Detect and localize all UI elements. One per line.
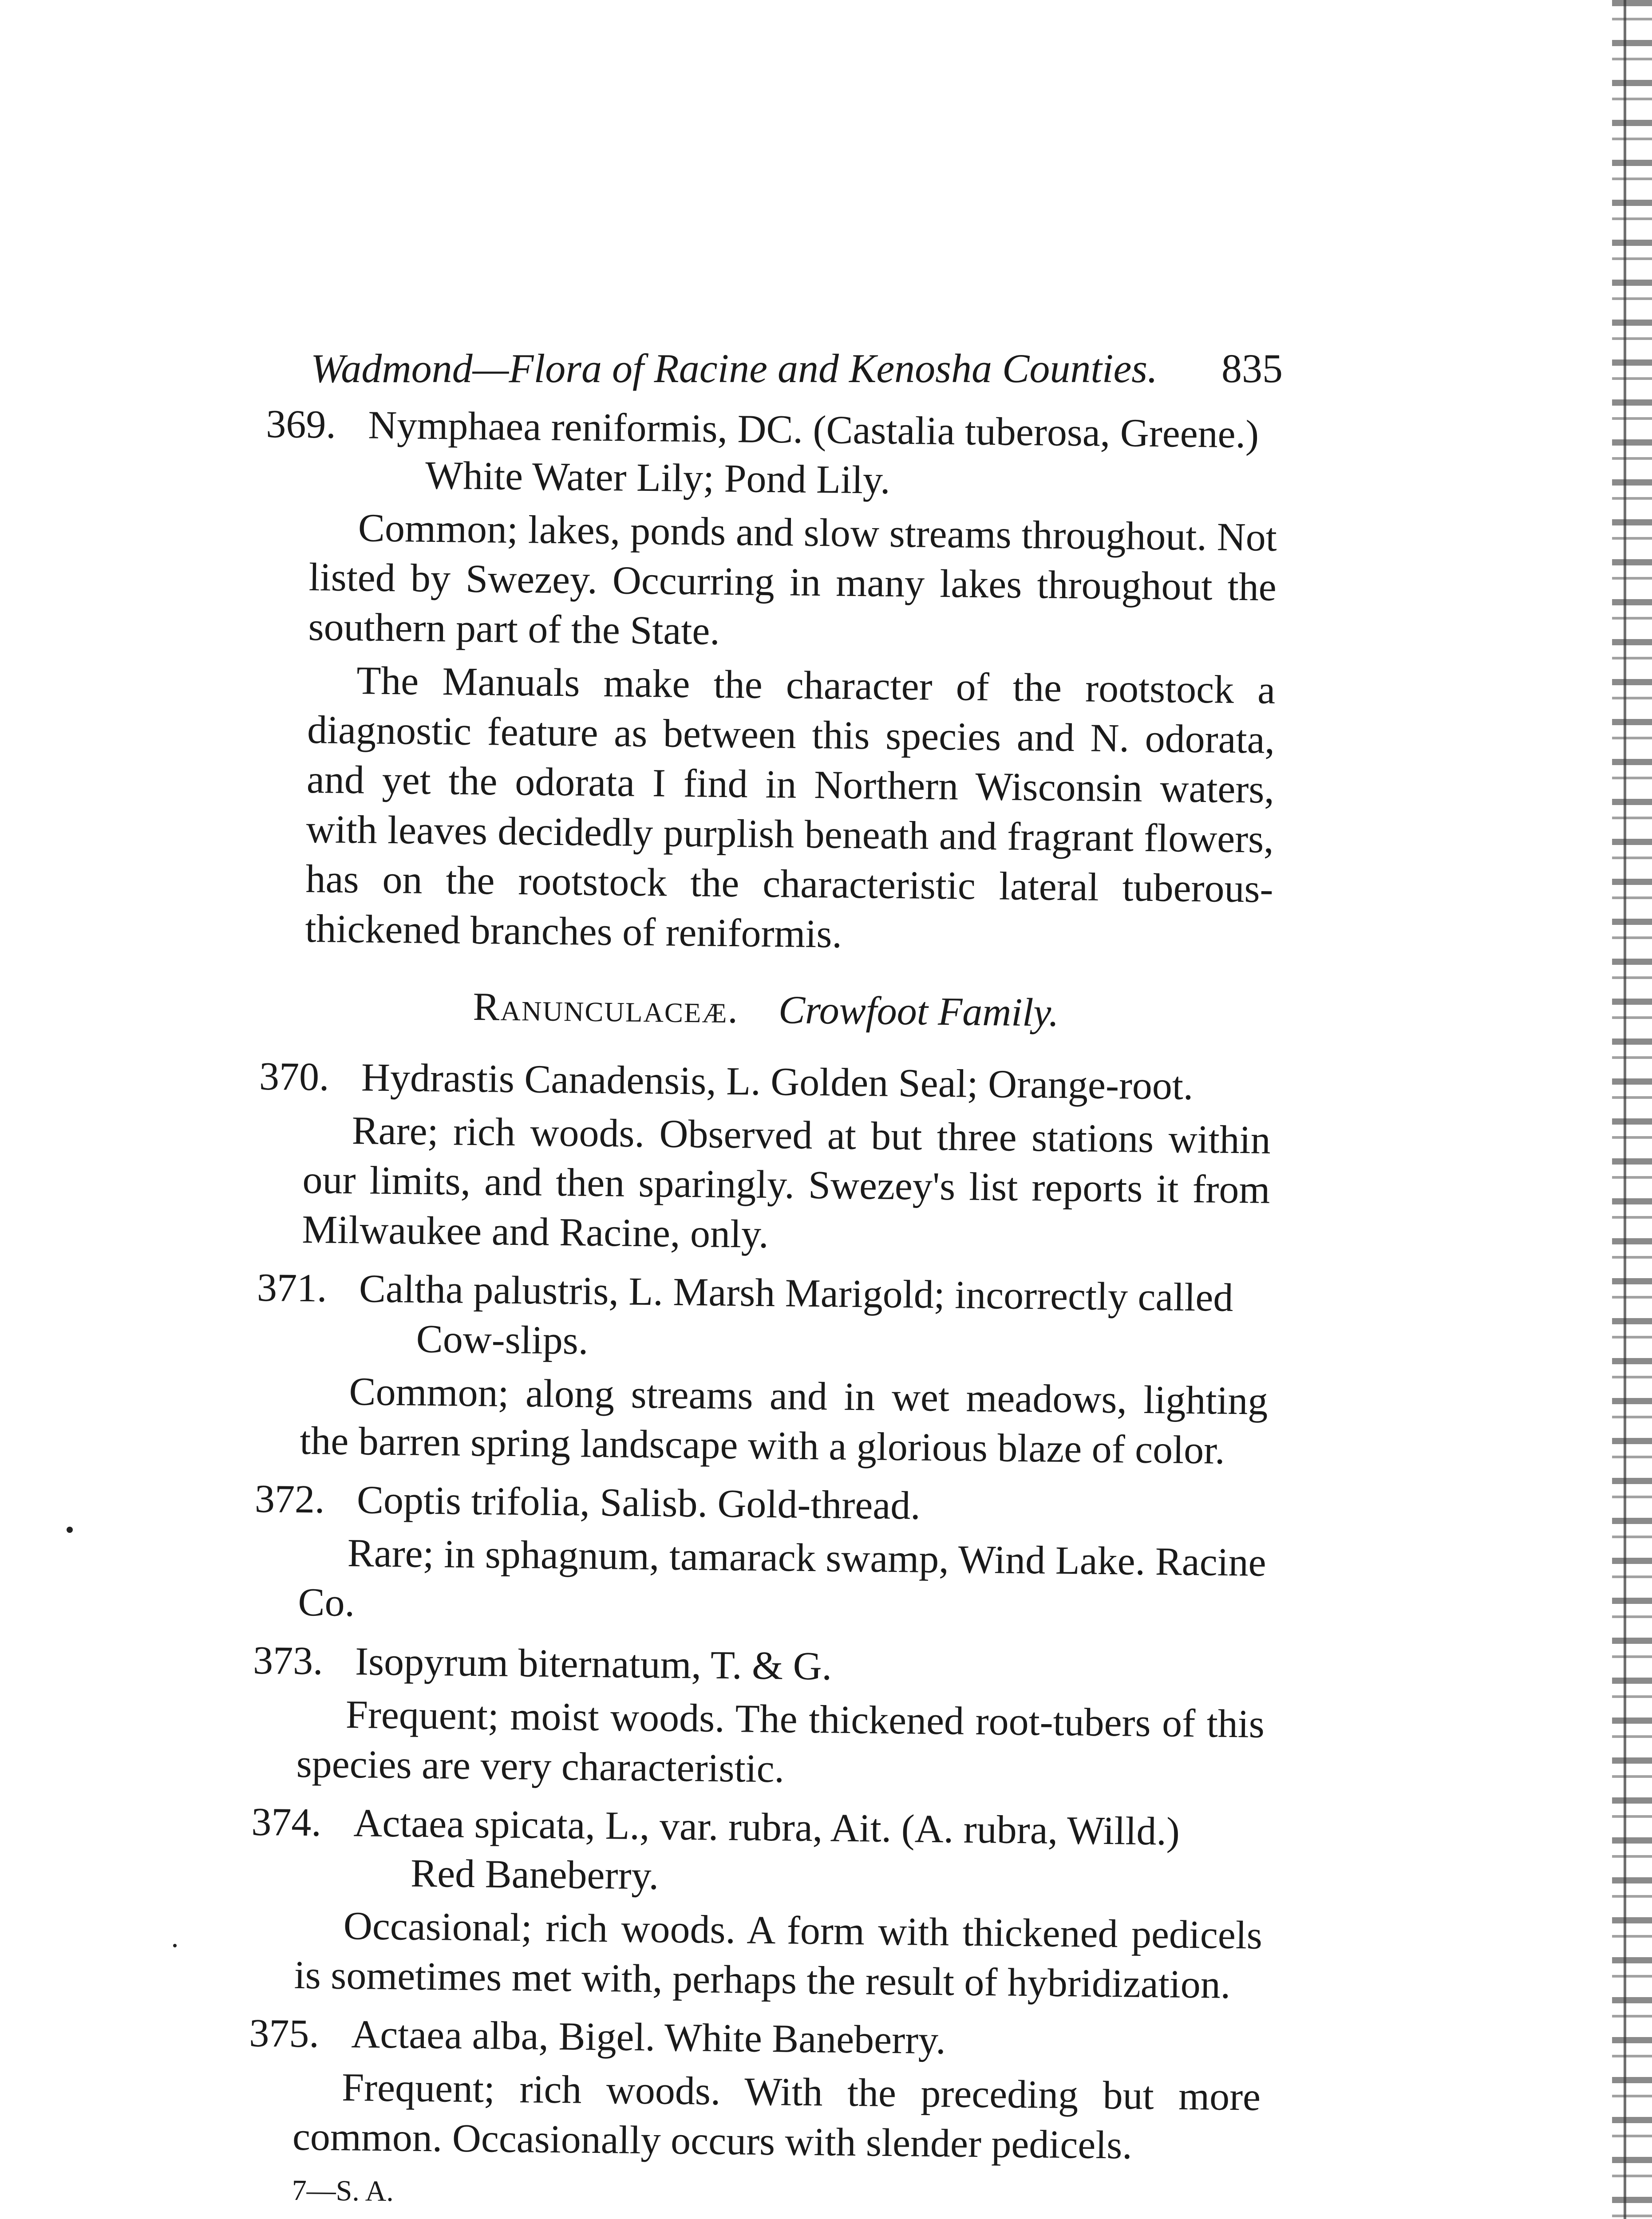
species-entry-374 bbox=[249, 1797, 1264, 2010]
entry-note: Frequent; moist woods. The thickened root-tubers of this species are very characteristic. bbox=[296, 1693, 1265, 1791]
common-name: Red Baneberry. bbox=[410, 1851, 659, 1898]
scan-speck bbox=[67, 1527, 73, 1533]
signature-mark: 7—S. A. bbox=[292, 2174, 394, 2208]
species-entry-370 bbox=[257, 1052, 1272, 1265]
entry-note: Rare; rich woods. Observed at but three stations within our limits, and then sparingly. Swezey's list reports it from Milwaukee and Racine, only. bbox=[301, 1109, 1271, 1256]
page-number: 835 bbox=[1221, 346, 1283, 391]
species-entry-372 bbox=[253, 1474, 1267, 1638]
family-common-name: Crowfoot Family. bbox=[778, 988, 1059, 1035]
species-name: Nymphaea reniformis, DC. (Castalia tuberosa, Greene.) bbox=[368, 403, 1259, 457]
species-entry-371 bbox=[255, 1263, 1269, 1476]
scan-speck bbox=[173, 1944, 177, 1947]
species-name: Isopyrum biternatum, T. & G. bbox=[355, 1639, 832, 1689]
species-name: Hydrastis Canadensis, L. Golden Seal; Orange-root. bbox=[361, 1055, 1194, 1108]
page-body bbox=[246, 399, 1278, 2219]
entry-number: 370. bbox=[259, 1054, 330, 1099]
entry-number: 369. bbox=[265, 402, 336, 447]
species-entry-369 bbox=[261, 399, 1278, 964]
entry-note: The Manuals make the character of the rootstock a diagnostic feature as between this species and N. odorata, and yet the odorata I find in Northern Wisconsin waters, with leaves decidedly purplish beneath and fragrant flowers, has on the rootstock the characteristic lateral tuberous-thickened branches of reniformis. bbox=[304, 659, 1276, 956]
species-name: Actaea spicata, L., var. rubra, Ait. (A. rubra, Willd.) bbox=[353, 1801, 1180, 1854]
entry-number: 372. bbox=[254, 1477, 325, 1522]
entry-note: Common; lakes, ponds and slow streams throughout. Not listed by Swezey. Occurring in many lakes throughout the southern part of the State. bbox=[308, 506, 1277, 653]
family-heading bbox=[260, 980, 1272, 1040]
species-name: Actaea alba, Bigel. White Baneberry. bbox=[351, 2012, 946, 2063]
entry-note: Occasional; rich woods. A form with thickened pedicels is sometimes met with, perhaps the result of hybridization. bbox=[294, 1904, 1263, 2007]
entry-number: 374. bbox=[251, 1800, 322, 1845]
scanned-page-edge bbox=[1612, 0, 1652, 2219]
species-entry-375 bbox=[248, 2009, 1261, 2172]
common-name: Cow-slips. bbox=[416, 1317, 589, 1363]
running-head-title: Wadmond—Flora of Racine and Kenosha Counties. bbox=[311, 346, 1158, 391]
entry-number: 373. bbox=[253, 1638, 324, 1683]
species-name: Caltha palustris, L. Marsh Marigold; incorrectly called bbox=[359, 1267, 1233, 1320]
family-name: Ranunculaceæ. bbox=[473, 984, 739, 1032]
entry-note: Frequent; rich woods. With the preceding but more common. Occasionally occurs with slender pedicels. bbox=[292, 2065, 1261, 2168]
running-head bbox=[311, 342, 1283, 395]
page-edge-shadow bbox=[1624, 0, 1626, 2219]
species-name: Coptis trifolia, Salisb. Gold-thread. bbox=[356, 1478, 921, 1528]
entry-note: Rare; in sphagnum, tamarack swamp, Wind Lake. Racine Co. bbox=[298, 1531, 1267, 1625]
species-entry-373 bbox=[252, 1636, 1265, 1799]
entry-number: 371. bbox=[257, 1265, 328, 1311]
entry-number: 375. bbox=[249, 2011, 320, 2056]
entry-note: Common; along streams and in wet meadows, lighting the barren spring landscape with a glorious blaze of color. bbox=[299, 1370, 1269, 1473]
common-name: White Water Lily; Pond Lily. bbox=[425, 453, 891, 502]
